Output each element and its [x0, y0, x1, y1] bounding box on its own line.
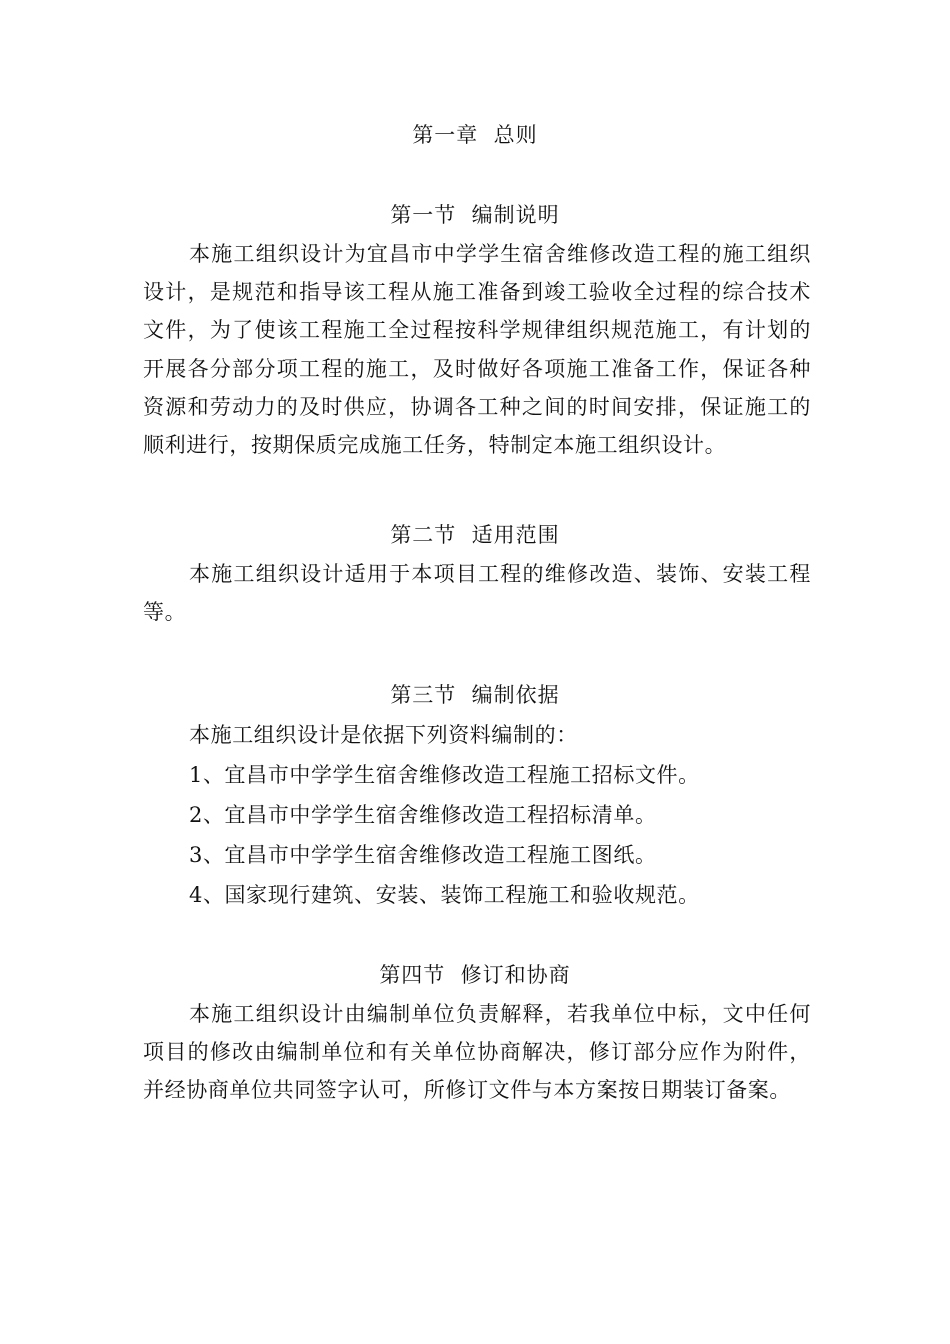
section-paragraph-scope: 本施工组织设计适用于本项目工程的维修改造、装饰、安装工程等。	[143, 562, 811, 625]
section-heading-revision: 第四节 修订和协商	[379, 963, 571, 987]
section-heading-scope: 第二节 适用范围	[390, 523, 560, 547]
basis-list-item: 3、宜昌市中学学生宿舍维修改造工程施工图纸。	[189, 843, 657, 867]
section-heading-compilation-notes: 第一节 编制说明	[390, 203, 560, 227]
section-heading-basis: 第三节 编制依据	[390, 683, 560, 707]
basis-list-item: 1、宜昌市中学学生宿舍维修改造工程施工招标文件。	[189, 763, 700, 787]
section-paragraph-revision: 本施工组织设计由编制单位负责解释，若我单位中标，文中任何项目的修改由编制单位和有关单位协商解决，修订部分应作为附件，并经协商单位共同签字认可，所修订文件与本方案按日期装订备案。	[143, 1002, 811, 1103]
chapter-title: 第一章 总则	[412, 123, 538, 147]
basis-list-item: 4、国家现行建筑、安装、装饰工程施工和验收规范。	[189, 883, 700, 907]
basis-intro: 本施工组织设计是依据下列资料编制的：	[189, 723, 578, 747]
section-paragraph-compilation-notes: 本施工组织设计为宜昌市中学学生宿舍维修改造工程的施工组织设计，是规范和指导该工程从施工准备到竣工验收全过程的综合技术文件，为了使该工程施工全过程按科学规律组织规范施工，有计划的开展各分部分项工程的施工，及时做好各项施工准备工作，保证各种资源和劳动力的及时供应，协调各工种之间的时间安排，保证施工的顺利进行，按期保质完成施工任务，特制定本施工组织设计。	[143, 242, 811, 458]
basis-list-item: 2、宜昌市中学学生宿舍维修改造工程招标清单。	[189, 803, 657, 827]
